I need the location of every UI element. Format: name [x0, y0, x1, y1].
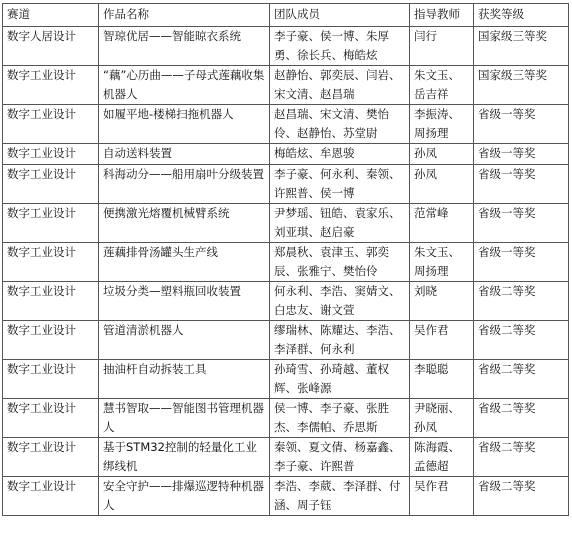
cell-teacher: 尹晓丽、孙凤 [410, 399, 474, 438]
table-row [3, 66, 569, 105]
table-header [3, 4, 569, 27]
cell-track: 数字工业设计 [3, 144, 99, 165]
table-row [3, 204, 569, 243]
table-row [3, 105, 569, 144]
cell-track: 数字工业设计 [3, 321, 99, 360]
cell-work-name: 抽油杆自动拆装工具 [99, 360, 270, 399]
table-row [3, 321, 569, 360]
cell-award-level: 省级二等奖 [474, 399, 569, 438]
cell-work-name: 慧书智取——智能图书管理机器人 [99, 399, 270, 438]
cell-teacher: 吴作君 [410, 321, 474, 360]
header-row [3, 4, 569, 27]
cell-work-name: 基于STM32控制的轻量化工业绑线机 [99, 438, 270, 477]
table-row [3, 438, 569, 477]
cell-team-members: 尹梦瑶、钮皓、袁家乐、刘亚琪、赵启豪 [270, 204, 410, 243]
table-row [3, 27, 569, 66]
table-row [3, 477, 569, 516]
cell-track: 数字工业设计 [3, 438, 99, 477]
awards-table [2, 3, 569, 516]
cell-work-name: 莲藕排骨汤罐头生产线 [99, 243, 270, 282]
cell-award-level: 省级一等奖 [474, 105, 569, 144]
cell-award-level: 国家级三等奖 [474, 66, 569, 105]
cell-teacher: 闫行 [410, 27, 474, 66]
cell-team-members: 梅皓炫、牟恩骏 [270, 144, 410, 165]
cell-team-members: 李子豪、侯一博、朱厚勇、徐长兵、梅皓炫 [270, 27, 410, 66]
cell-team-members: 侯一博、李子豪、张胜杰、李儒帕、乔思斯 [270, 399, 410, 438]
cell-teacher: 李聪聪 [410, 360, 474, 399]
cell-track: 数字工业设计 [3, 66, 99, 105]
cell-track: 数字工业设计 [3, 360, 99, 399]
table-row [3, 144, 569, 165]
cell-work-name: 科海动分——船用扇叶分级装置 [99, 165, 270, 204]
cell-award-level: 省级一等奖 [474, 165, 569, 204]
cell-track: 数字工业设计 [3, 165, 99, 204]
cell-teacher: 范常峰 [410, 204, 474, 243]
table-row [3, 243, 569, 282]
cell-team-members: 缪瑞林、陈耀达、李浩、李泽群、何永利 [270, 321, 410, 360]
cell-teacher: 孙凤 [410, 144, 474, 165]
cell-team-members: 赵静怡、郭奕辰、闫岩、宋文清、赵昌瑞 [270, 66, 410, 105]
table-row [3, 360, 569, 399]
cell-team-members: 孙琦雪、孙琦越、董权辉、张峰源 [270, 360, 410, 399]
cell-award-level: 省级二等奖 [474, 282, 569, 321]
table-row [3, 282, 569, 321]
cell-teacher: 朱文玉、岳吉祥 [410, 66, 474, 105]
cell-work-name: 管道清淤机器人 [99, 321, 270, 360]
cell-team-members: 李浩、李葳、李泽群、付涵、周子钰 [270, 477, 410, 516]
cell-award-level: 省级一等奖 [474, 204, 569, 243]
cell-track: 数字工业设计 [3, 399, 99, 438]
cell-work-name: 自动送料装置 [99, 144, 270, 165]
cell-work-name: 如履平地-楼梯扫拖机器人 [99, 105, 270, 144]
cell-teacher: 吴作君 [410, 477, 474, 516]
table-body [3, 27, 569, 516]
cell-teacher: 陈海霞、孟德超 [410, 438, 474, 477]
cell-team-members: 赵昌瑞、宋文清、樊怡伶、赵静怡、苏堂尉 [270, 105, 410, 144]
cell-teacher: 朱文玉、周扬理 [410, 243, 474, 282]
cell-award-level: 省级二等奖 [474, 438, 569, 477]
cell-award-level: 省级二等奖 [474, 360, 569, 399]
cell-track: 数字工业设计 [3, 105, 99, 144]
cell-teacher: 李振涛、周扬理 [410, 105, 474, 144]
cell-team-members: 何永利、李浩、窦婧文、白忠友、谢文萱 [270, 282, 410, 321]
cell-track: 数字工业设计 [3, 282, 99, 321]
table-row [3, 165, 569, 204]
cell-teacher: 刘晓 [410, 282, 474, 321]
cell-team-members: 郑晨秋、袁津玉、郭奕辰、张雅宁、樊怡伶 [270, 243, 410, 282]
cell-work-name: “藕”心历曲——子母式莲藕收集机器人 [99, 66, 270, 105]
cell-track: 数字工业设计 [3, 477, 99, 516]
header-track: 赛道 [3, 4, 99, 27]
table-row [3, 399, 569, 438]
header-award-level: 获奖等级 [474, 4, 569, 27]
cell-work-name: 安全守护——排爆巡逻特种机器人 [99, 477, 270, 516]
header-work-name: 作品名称 [99, 4, 270, 27]
cell-teacher: 孙凤 [410, 165, 474, 204]
cell-track: 数字人居设计 [3, 27, 99, 66]
cell-award-level: 省级一等奖 [474, 243, 569, 282]
cell-team-members: 李子豪、何永利、秦领、许熙普、侯一博 [270, 165, 410, 204]
cell-work-name: 智琼优居——智能晾衣系统 [99, 27, 270, 66]
cell-award-level: 省级二等奖 [474, 477, 569, 516]
cell-award-level: 国家级三等奖 [474, 27, 569, 66]
cell-work-name: 垃圾分类—塑料瓶回收装置 [99, 282, 270, 321]
cell-track: 数字工业设计 [3, 243, 99, 282]
cell-award-level: 省级二等奖 [474, 321, 569, 360]
cell-team-members: 秦领、夏文倩、杨嘉鑫、李子豪、许熙普 [270, 438, 410, 477]
cell-track: 数字工业设计 [3, 204, 99, 243]
header-team-members: 团队成员 [270, 4, 410, 27]
cell-award-level: 省级一等奖 [474, 144, 569, 165]
cell-work-name: 便携激光熔覆机械臂系统 [99, 204, 270, 243]
header-teacher: 指导教师 [410, 4, 474, 27]
